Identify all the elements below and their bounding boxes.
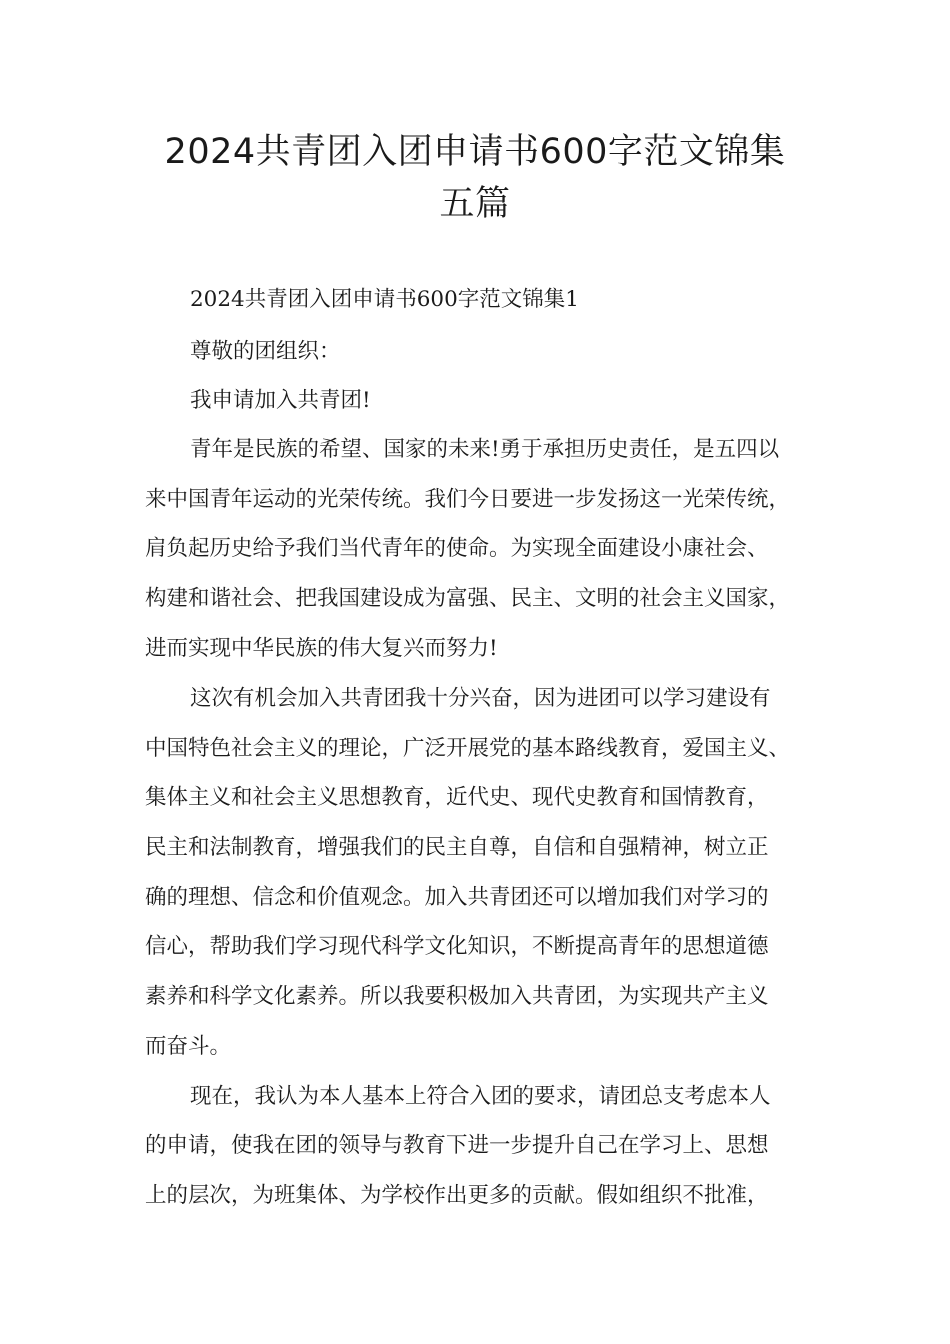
paragraph-line: 我申请加入共青团! [190, 388, 371, 413]
paragraph-line: 进而实现中华民族的伟大复兴而努力! [145, 636, 498, 661]
document-title-line-2: 五篇 [439, 184, 511, 224]
paragraph-line: 上的层次，为班集体、为学校作出更多的贡献。假如组织不批准， [145, 1183, 769, 1208]
paragraph-line: 中国特色社会主义的理论，广泛开展党的基本路线教育，爱国主义、 [145, 736, 791, 761]
paragraph-line: 集体主义和社会主义思想教育，近代史、现代史教育和国情教育， [145, 785, 769, 810]
paragraph-line: 而奋斗。 [145, 1034, 232, 1059]
section-heading: 2024共青团入团申请书600字范文锦集1 [190, 287, 579, 312]
paragraph-line: 信心，帮助我们学习现代科学文化知识，不断提高青年的思想道德 [145, 934, 769, 959]
paragraph-line: 民主和法制教育，增强我们的民主自尊，自信和自强精神，树立正 [145, 835, 769, 860]
paragraph-line: 的申请，使我在团的领导与教育下进一步提升自己在学习上、思想 [145, 1133, 769, 1158]
paragraph-line: 肩负起历史给予我们当代青年的使命。为实现全面建设小康社会、 [145, 536, 769, 561]
paragraph-line: 确的理想、信念和价值观念。加入共青团还可以增加我们对学习的 [145, 885, 769, 910]
paragraph-line: 素养和科学文化素养。所以我要积极加入共青团，为实现共产主义 [145, 984, 769, 1009]
document-title-line-1: 2024共青团入团申请书600字范文锦集 [164, 132, 786, 172]
paragraph-line: 现在，我认为本人基本上符合入团的要求，请团总支考虑本人 [190, 1084, 771, 1109]
paragraph-line: 这次有机会加入共青团我十分兴奋，因为进团可以学习建设有 [190, 686, 771, 711]
salutation: 尊敬的团组织： [190, 339, 341, 364]
paragraph-line: 青年是民族的希望、国家的未来!勇于承担历史责任，是五四以 [190, 437, 780, 462]
paragraph-line: 构建和谐社会、把我国建设成为富强、民主、文明的社会主义国家， [145, 586, 791, 611]
paragraph-line: 来中国青年运动的光荣传统。我们今日要进一步发扬这一光荣传统， [145, 487, 791, 512]
